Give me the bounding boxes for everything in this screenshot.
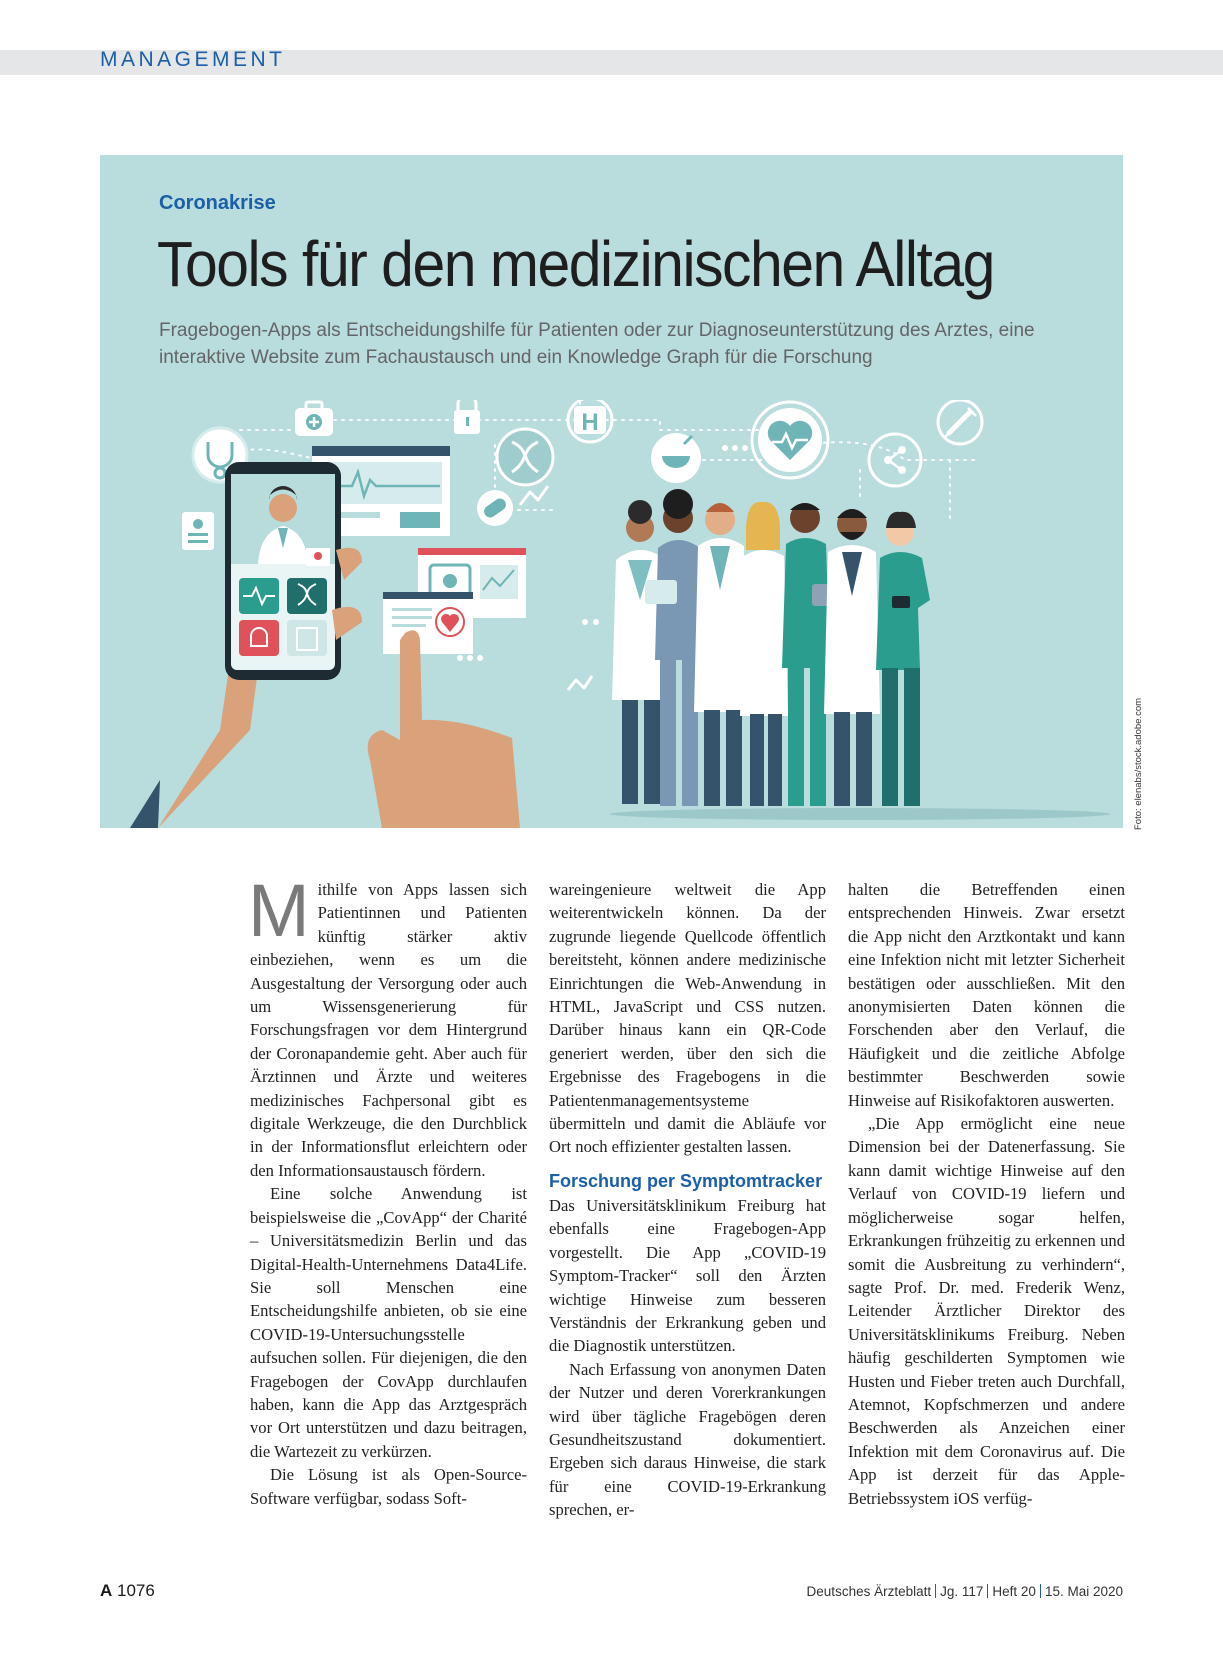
body-column-1 [248, 869, 527, 1510]
body-column-2 [549, 878, 826, 1522]
page-prefix: A [100, 1581, 113, 1600]
svg-text:H: H [581, 409, 599, 436]
intro-text: ithilfe von Apps lassen sich Patientinnen und Patienten künftig stärker aktiv einbeziehen, wenn es um die Ausgestaltung der Versorgung oder auch um Wissensgenerierung für Forschungsfragen vor dem Hintergrund der Coronapandemie geht. Aber auch für Ärztinnen und Ärzte und weiteres medizinisches Fachpersonal gibt es digitale Werkzeuge, die den Durchblick in der Informationsflut erleichtern oder den Informationsaustausch fördern. [250, 880, 527, 1180]
paragraph: „Die App ermöglicht eine neue Dimension bei der Datenerfassung. Sie kann damit wichtige Hinweise auf den Verlauf von COVID-19 liefern und möglicherweise sogar helfen, Erkrankungen frühzeitig zu erkennen und somit die Ausbreitung zu verhindern“, sagte Prof. Dr. med. Frederik Wenz, Leitender Ärztlicher Direktor des Universitätsklinikums Freiburg. Neben häufig geschilderten Symptomen wie Husten und Fieber treten auch Durchfall, Atemnot, Kopfschmerzen und andere Beschwerden als Anzeichen einer Infektion mit dem Coronavirus auf. Die App ist derzeit für das Apple-Betriebssystem iOS verfüg- [848, 1114, 1125, 1508]
journal-issue: Heft 20 [992, 1584, 1036, 1599]
article-kicker: Coronakrise [159, 192, 276, 214]
drop-cap: M [248, 869, 310, 952]
heart-icon [752, 402, 828, 478]
intro-paragraph [248, 869, 527, 1182]
team-of-doctors-icon [610, 489, 1110, 820]
article-title: Tools für den medizinischen Alltag [157, 228, 994, 300]
paragraph: wareingenieure weltweit die App weiterentwickeln können. Da der zugrunde liegende Quellcode öffentlich bereitsteht, können andere medizinische Einrichtungen die Web-Anwendung in HTML, JavaScript und CSS nutzen. Darüber hinaus kann ein QR-Code generiert werden, über den sich die Ergebnisse des Fragebogens in die Patientenmanagementsysteme übermitteln und damit die Abläufe vor Ort noch effizienter gestalten lassen. [549, 880, 826, 1157]
page-number-value: 1076 [117, 1581, 155, 1600]
article-subtitle: Fragebogen-Apps als Entscheidungshilfe für Patienten oder zur Diagnoseunterstützung des Arztes, eine interaktive Website zum Fachaustausch und ein Knowledge Graph für die Forschung [159, 320, 1035, 368]
paragraph: Nach Erfassung von anonymen Daten der Nutzer und deren Vorerkrankungen wird über tägliche Fragebögen deren Gesundheitszustand dokumentiert. Ergeben sich daraus Hinweise, die stark für eine COVID-19-Erkrankung sprechen, er- [549, 1359, 826, 1520]
page-number [100, 1581, 155, 1601]
hero-banner [100, 155, 1123, 828]
hospital-h-icon [568, 400, 612, 442]
dna-icon [497, 429, 553, 485]
paragraph: halten die Betreffenden einen entsprechenden Hinweis. Zwar ersetzt die App nicht den Arztkontakt und kann eine Infektion nicht mit letzter Sicherheit bestätigen oder ausschließen. Mit den anonymisierten Daten können die Forschenden aber den Verlauf, die Häufigkeit und die zeitliche Abfolge bestimmter Beschwerden sowie Hinweise auf Risikofaktoren auswerten. [848, 880, 1125, 1110]
hero-illustration [100, 400, 1123, 828]
journal-volume: Jg. 117 [940, 1584, 984, 1599]
divider [1040, 1584, 1041, 1598]
first-aid-kit-icon [295, 402, 333, 436]
subheading: Forschung per Symptomtracker [549, 1170, 823, 1191]
padlock-icon [454, 400, 480, 434]
paragraph: Eine solche Anwendung ist beispielsweise die „CovApp“ der Charité – Universitätsmedizin Berlin und das Digital-Health-Unternehmens Data4Life. Sie soll Menschen eine Entscheidungshilfe anbieten, ob sie eine COVID-19-Untersuchungsstelle aufsuchen sollen. Für diejenigen, die den Fragebogen der CovApp durchlaufen haben, kann die App das Arztgespräch vor Ort unterstützen und dazu beitragen, die Wartezeit zu verkürzen. [250, 1184, 527, 1461]
medicine-bowl-icon [651, 433, 701, 483]
journal-footer [807, 1584, 1123, 1599]
doctor-on-smartphone-icon [130, 462, 362, 828]
share-network-icon [869, 434, 921, 486]
pill-icon [477, 490, 513, 526]
body-column-3 [848, 878, 1125, 1510]
heart-document-window [383, 592, 473, 654]
pointing-hand-icon [368, 630, 520, 828]
paragraph: Die Lösung ist als Open-Source-Software verfügbar, sodass Soft- [250, 1465, 527, 1508]
journal-name: Deutsches Ärzteblatt [806, 1584, 932, 1599]
syringe-icon [938, 400, 982, 444]
section-label: MANAGEMENT [100, 48, 286, 71]
patient-record-icon [182, 512, 214, 550]
divider [987, 1584, 988, 1598]
pulse-graph-icon [520, 486, 592, 690]
journal-date: 15. Mai 2020 [1044, 1584, 1123, 1599]
photo-credit: Foto: elenabs/stock.adobe.com [1133, 697, 1144, 830]
divider [935, 1584, 936, 1598]
paragraph: Das Universitätsklinikum Freiburg hat ebenfalls eine Fragebogen-App vorgestellt. Die App „COVID-19 Symptom-Tracker“ soll den Ärzten wichtige Hinweise zum besseren Verständnis der Erkrankung geben und die Diagnostik unterstützen. [549, 1195, 826, 1356]
